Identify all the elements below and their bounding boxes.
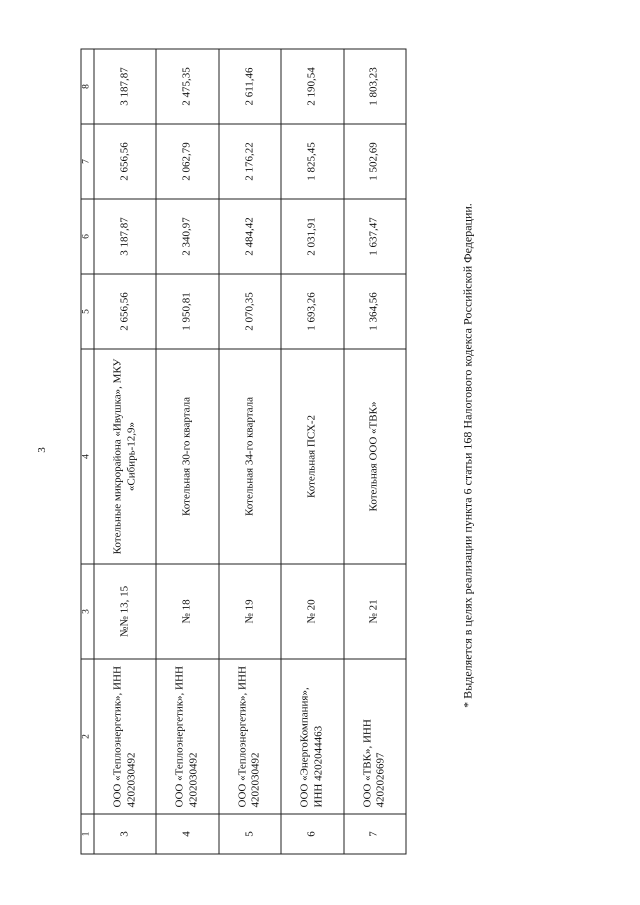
column-number: 3 <box>81 564 94 659</box>
table-row <box>281 49 343 854</box>
items-cell: №№ 13, 15 <box>94 564 156 659</box>
value-cell: 2 070,35 <box>219 274 281 349</box>
row-number: 5 <box>219 814 281 854</box>
value-cell: 2 656,56 <box>94 274 156 349</box>
items-cell: № 19 <box>219 564 281 659</box>
column-number: 7 <box>81 124 94 199</box>
tariff-table <box>81 49 407 855</box>
table-row <box>156 49 218 854</box>
column-number: 2 <box>81 659 94 814</box>
organization-cell: ООО «Теплоэнергетик», ИНН 4202030492 <box>94 659 156 814</box>
page-number: 3 <box>36 447 48 453</box>
column-number: 4 <box>81 349 94 564</box>
boiler-cell: Котельная 30-го квартала <box>156 349 218 564</box>
organization-cell: ООО «ТВК», ИНН 4202026697 <box>344 659 406 814</box>
value-cell: 2 190,54 <box>281 49 343 124</box>
items-cell: № 18 <box>156 564 218 659</box>
items-cell: № 20 <box>281 564 343 659</box>
value-cell: 1 803,23 <box>344 49 406 124</box>
organization-cell: ООО «ЭнергоКомпания», ИНН 4202044463 <box>281 659 343 814</box>
value-cell: 2 484,42 <box>219 199 281 274</box>
row-number: 6 <box>281 814 343 854</box>
value-cell: 2 611,46 <box>219 49 281 124</box>
row-number: 3 <box>94 814 156 854</box>
value-cell: 1 693,26 <box>281 274 343 349</box>
value-cell: 2 340,97 <box>156 199 218 274</box>
boiler-cell: Котельные микрорайона «Ивушка», МКУ «Сибирь-12,9» <box>94 349 156 564</box>
column-number: 5 <box>81 274 94 349</box>
value-cell: 1 502,69 <box>344 124 406 199</box>
value-cell: 1 825,45 <box>281 124 343 199</box>
tariff-table-container <box>81 50 407 855</box>
row-number: 4 <box>156 814 218 854</box>
boiler-cell: Котельная 34-го квартала <box>219 349 281 564</box>
organization-cell: ООО «Теплоэнергетик», ИНН 4202030492 <box>219 659 281 814</box>
value-cell: 2 656,56 <box>94 124 156 199</box>
table-row <box>344 49 406 854</box>
value-cell: 2 031,91 <box>281 199 343 274</box>
items-cell: № 21 <box>344 564 406 659</box>
organization-cell: ООО «Теплоэнергетик», ИНН 4202030492 <box>156 659 218 814</box>
table-row <box>219 49 281 854</box>
value-cell: 2 475,35 <box>156 49 218 124</box>
value-cell: 1 364,56 <box>344 274 406 349</box>
boiler-cell: Котельная ООО «ТВК» <box>344 349 406 564</box>
boiler-cell: Котельная ПСХ-2 <box>281 349 343 564</box>
value-cell: 1 637,47 <box>344 199 406 274</box>
column-number: 8 <box>81 49 94 124</box>
table-row <box>94 49 156 854</box>
column-number: 6 <box>81 199 94 274</box>
value-cell: 2 176,22 <box>219 124 281 199</box>
table-body <box>81 49 406 854</box>
column-number: 1 <box>81 814 94 854</box>
row-number: 7 <box>344 814 406 854</box>
footnote: * Выделяется в целях реализации пункта 6 статьи 168 Налогового кодекса Российской Федерации. <box>460 203 475 708</box>
value-cell: 3 187,87 <box>94 49 156 124</box>
column-number-row <box>81 49 94 854</box>
value-cell: 2 062,79 <box>156 124 218 199</box>
value-cell: 1 950,81 <box>156 274 218 349</box>
value-cell: 3 187,87 <box>94 199 156 274</box>
